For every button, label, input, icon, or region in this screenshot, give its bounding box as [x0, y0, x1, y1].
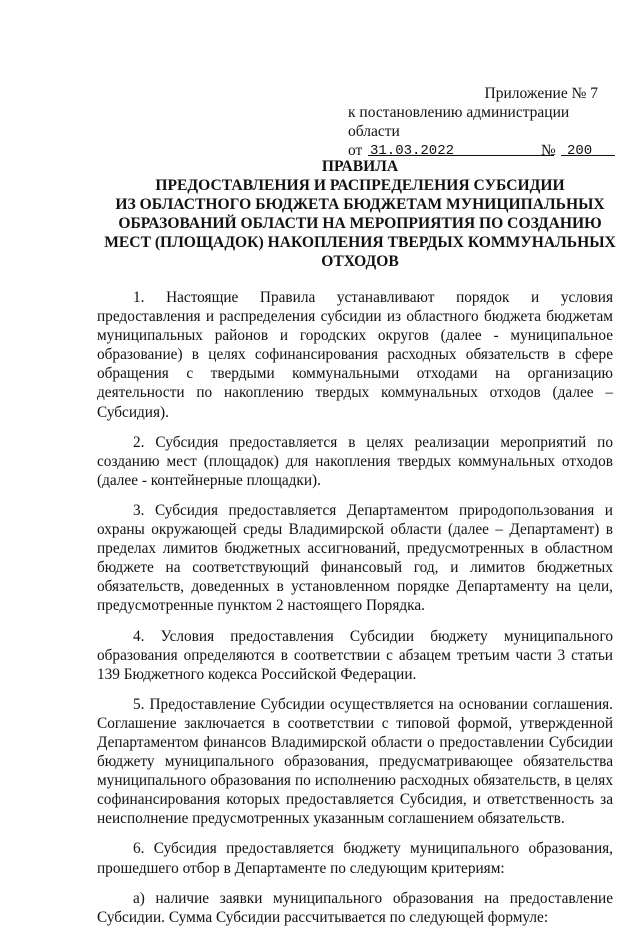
title-line: ИЗ ОБЛАСТНОГО БЮДЖЕТА БЮДЖЕТАМ МУНИЦИПАЛЬНЫХ — [115, 196, 605, 213]
paragraph-5: 5. Предоставление Субсидии осуществляется на основании соглашения. Соглашение заключается в соответствии с типовой формой, утвержденной Департаментом финансов Владимирской области о предоставлении Субсидии бюджету муниципального образования, предусматривающее обязательства муниципального образования по исполнению расходных обязательств, в целях софинансирования которых предоставляется Субсидия, и ответственность за неисполнение предусмотренных указанным соглашением обязательств. — [97, 695, 613, 828]
document-title — [100, 157, 620, 271]
paragraph-6a: а) наличие заявки муниципального образования на предоставление Субсидии. Сумма Субсидии рассчитывается по следующей формуле: — [97, 889, 613, 926]
paragraph-3: 3. Субсидия предоставляется Департаментом природопользования и охраны окружающей среды Владимирской области (далее – Департамент) в пределах лимитов бюджетных ассигнований, предусмотренных в областном бюджете на соответствующий финансовый год, и лимитов бюджетных обязательств, доведенных в установленном порядке Департаменту на цели, предусмотренные пунктом 2 настоящего Порядка. — [97, 501, 613, 615]
paragraph-6: 6. Субсидия предоставляется бюджету муниципального образования, прошедшего отбор в Департаменте по следующим критериям: — [97, 840, 613, 877]
resolution-date: 31.03.2022 — [370, 143, 455, 159]
document-body — [97, 288, 613, 938]
paragraph-2: 2. Субсидия предоставляется в целях реализации мероприятий по созданию мест (площадок) для накопления твердых коммунальных отходов (далее - контейнерные площадки). — [97, 433, 613, 489]
appendix-resolution-line: к постановлению администрации области — [348, 104, 570, 140]
paragraph-4: 4. Условия предоставления Субсидии бюджету муниципального образования определяются в соответствии с абзацем третьим части 3 статьи 139 Бюджетного кодекса Российской Федерации. — [97, 627, 613, 683]
title-line: ОТХОДОВ — [321, 253, 399, 270]
resolution-number: 200 — [567, 143, 593, 159]
paragraph-1: 1. Настоящие Правила устанавливают порядок и условия предоставления и распределения субсидии из областного бюджета бюджетам муниципальных районов и городских округов (далее - муниципальное образование) в целях софинансирования расходных обязательств в сфере обращения с твердыми коммунальными отходами на организацию деятельности по накоплению твердых коммунальных отходов (далее – Субсидия). — [97, 289, 613, 421]
title-line: ОБРАЗОВАНИЙ ОБЛАСТИ НА МЕРОПРИЯТИЯ ПО СОЗДАНИЮ — [118, 215, 602, 232]
title-line: МЕСТ (ПЛОЩАДОК) НАКОПЛЕНИЯ ТВЕРДЫХ КОММУНАЛЬНЫХ — [104, 234, 616, 251]
title-line: ПРАВИЛА — [321, 158, 399, 175]
appendix-number: Приложение № 7 — [484, 85, 598, 102]
appendix-header — [343, 84, 615, 162]
title-line: ПРЕДОСТАВЛЕНИЯ И РАСПРЕДЕЛЕНИЯ СУБСИДИИ — [155, 177, 565, 194]
number-label: № — [541, 142, 556, 159]
ot-label: от — [348, 142, 363, 159]
